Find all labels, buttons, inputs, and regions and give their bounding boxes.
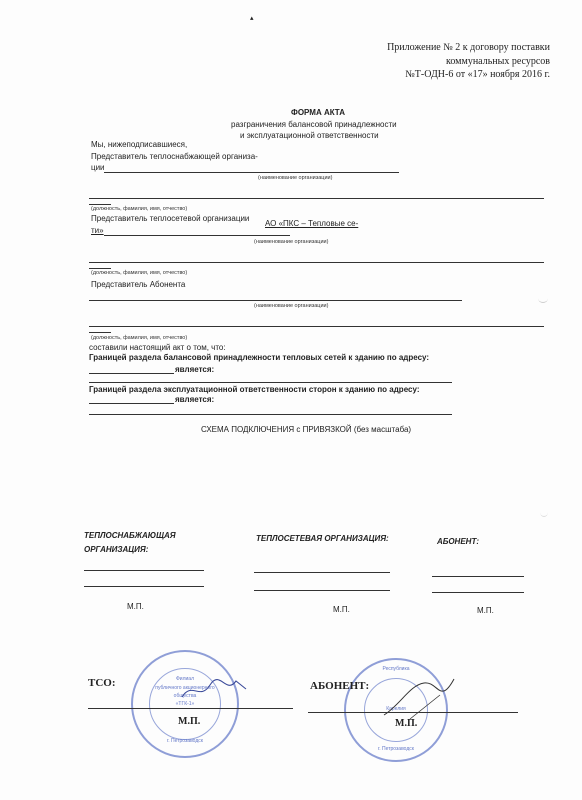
party2-sign-line-1	[254, 572, 390, 573]
tso-stamp-text-5: г. Петрозаводск	[167, 738, 203, 744]
tso-label: ТСО:	[88, 677, 116, 689]
form-subtitle-2: и эксплуатационной ответственности	[240, 131, 379, 140]
tso-sign-line	[88, 708, 293, 709]
abonent-mp: М.П.	[395, 718, 418, 729]
rep3-pos-caption: (должность, фамилия, имя, отчество)	[91, 335, 188, 341]
party1-sign-line-1	[84, 570, 204, 571]
rep2-org-name-2: ти»	[91, 226, 104, 235]
rep2-org-line	[104, 235, 290, 236]
border1-line-a	[89, 373, 174, 374]
rep1-name-line	[89, 198, 544, 199]
rep2-name-line	[89, 262, 544, 263]
border2-is: является:	[175, 395, 215, 404]
party2-title: ТЕПЛОСЕТЕВАЯ ОРГАНИЗАЦИЯ:	[256, 534, 389, 543]
header-line3: №Т-ОДН-6 от «17» ноября 2016 г.	[405, 69, 550, 80]
rep1-org-caption: (наименование организации)	[258, 175, 333, 181]
border1-line-b	[89, 382, 452, 383]
punch-mark-1	[538, 294, 548, 303]
party2-mp: М.П.	[333, 605, 350, 614]
party3-mp: М.П.	[477, 606, 494, 615]
scheme-title: СХЕМА ПОДКЛЮЧЕНИЯ с ПРИВЯЗКОЙ (без масштаба)	[201, 425, 412, 434]
form-subtitle-1: разграничения балансовой принадлежности	[231, 120, 397, 129]
party2-sign-line-2	[254, 590, 390, 591]
header-line2: коммунальных ресурсов	[446, 56, 550, 67]
abonent-label: АБОНЕНТ:	[310, 680, 370, 692]
tso-mp: М.П.	[178, 716, 201, 727]
border1-text: Границей раздела балансовой принадлежности тепловых сетей к зданию по адресу:	[89, 353, 430, 362]
border2-line-b	[89, 414, 452, 415]
abonent-stamp-text-3: г. Петрозаводск	[378, 746, 414, 752]
abonent-signature	[380, 675, 460, 725]
party1-title-1: ТЕПЛОСНАБЖАЮЩАЯ	[84, 531, 176, 540]
composed-text: составили настоящий акт о том, что:	[89, 343, 226, 352]
rep1-label-line2: ции	[91, 163, 105, 172]
tso-stamp-text-2: публичного акционерного	[155, 685, 215, 691]
rep1-pos-caption: (должность, фамилия, имя, отчество)	[91, 206, 188, 212]
intro-text: Мы, нижеподписавшиеся,	[91, 140, 188, 149]
rep2-org-caption: (наименование организации)	[254, 239, 329, 245]
tso-stamp-text-4: «ТГК-1»	[175, 701, 195, 707]
rep2-name-line-short	[89, 268, 111, 269]
border1-is: является:	[175, 365, 215, 374]
party3-sign-line-1	[432, 576, 524, 577]
abonent-sign-line	[308, 712, 518, 713]
party1-mp: М.П.	[127, 602, 144, 611]
party3-title: АБОНЕНТ:	[437, 537, 479, 546]
tso-signature	[180, 675, 250, 705]
abonent-stamp-text-2: Карелия	[386, 706, 406, 712]
border2-line-a	[89, 403, 174, 404]
form-title: ФОРМА АКТА	[291, 108, 345, 117]
rep1-label-line1: Представитель теплоснабжающей организа-	[91, 152, 258, 161]
party1-title-2: ОРГАНИЗАЦИЯ:	[84, 545, 149, 554]
tso-stamp-text-3: общества	[173, 693, 197, 699]
rep2-pos-caption: (должность, фамилия, имя, отчество)	[91, 270, 188, 276]
punch-mark-2	[540, 508, 548, 517]
rep2-org-name-1: АО «ПКС – Тепловые се-	[265, 219, 359, 228]
abonent-stamp-text-1: Республика	[382, 666, 410, 672]
header-line1: Приложение № 2 к договору поставки	[387, 42, 550, 53]
party3-sign-line-2	[432, 592, 524, 593]
rep3-name-line-short	[89, 332, 111, 333]
rep1-name-line-short	[89, 204, 111, 205]
rep3-org-line	[89, 300, 462, 301]
rep3-label: Представитель Абонента	[91, 280, 186, 289]
tso-stamp-text-1: Филиал	[175, 676, 194, 682]
rep3-org-caption: (наименование организации)	[254, 303, 329, 309]
party1-sign-line-2	[84, 586, 204, 587]
rep2-label: Представитель теплосетевой организации	[91, 214, 250, 223]
rep3-name-line	[89, 326, 544, 327]
rep1-org-line	[104, 172, 399, 173]
top-mark: ▴	[250, 15, 254, 22]
border2-text: Границей раздела эксплуатационной ответственности сторон к зданию по адресу:	[89, 385, 420, 394]
